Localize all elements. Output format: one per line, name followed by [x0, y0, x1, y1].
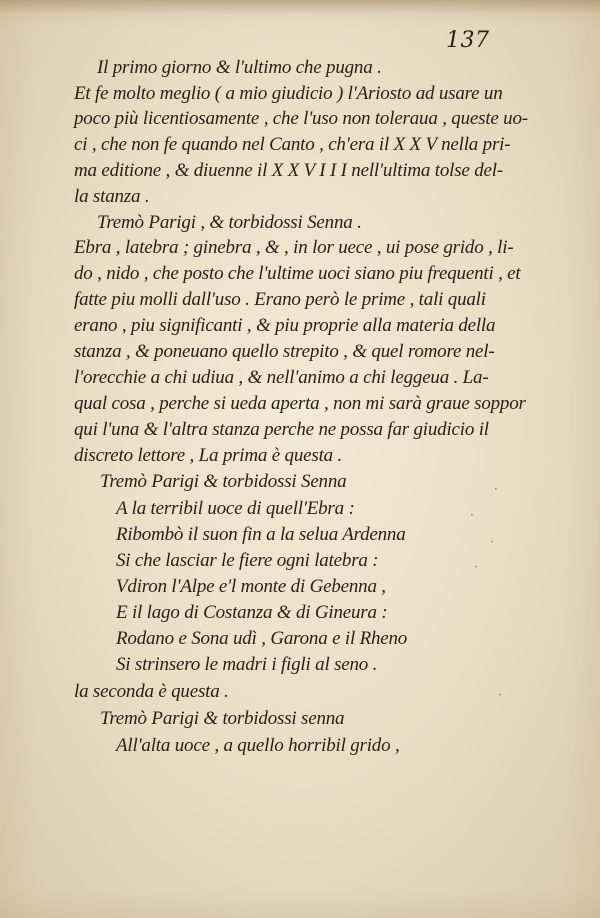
- margin-mark: ·: [494, 482, 498, 496]
- verse-line: All'alta uoce , a quello horribil grido ,: [116, 735, 400, 756]
- text-line: ci , che non fe quando nel Canto , ch'era il X X V nella pri-: [74, 134, 511, 155]
- text-line: Tremò Parigi , & torbidossi Senna .: [97, 212, 362, 233]
- verse-line: Ribombò il suon fin a la selua Ardenna: [116, 524, 406, 545]
- verse-line: Vdiron l'Alpe e'l monte di Gebenna ,: [116, 576, 386, 597]
- margin-mark: ·: [474, 560, 478, 574]
- text-line: l'orecchie a chi udiua , & nell'animo a chi leggeua . La-: [74, 367, 489, 388]
- margin-mark: ·: [470, 508, 474, 522]
- margin-mark: ·: [490, 535, 494, 549]
- text-line: poco più licentiosamente , che l'uso non toleraua , queste uo-: [74, 108, 528, 129]
- text-line: Il primo giorno & l'ultimo che pugna .: [97, 57, 382, 78]
- text-line: Et fe molto meglio ( a mio giudicio ) l'Ariosto ad usare un: [74, 83, 503, 104]
- verse-line: A la terribil uoce di quell'Ebra :: [116, 498, 355, 519]
- text-line: erano , piu significanti , & piu proprie alla materia della: [74, 315, 496, 336]
- text-line: qui l'una & l'altra stanza perche ne possa far giudicio il: [74, 419, 489, 440]
- margin-mark: ·: [498, 688, 502, 702]
- verse-line: Tremò Parigi & torbidossi senna: [100, 708, 345, 729]
- text-line: do , nido , che posto che l'ultime uoci siano piu frequenti , et: [74, 263, 521, 284]
- verse-line: Tremò Parigi & torbidossi Senna: [100, 471, 347, 492]
- verse-line: Si strinsero le madri i figli al seno .: [116, 654, 378, 675]
- verse-line: E il lago di Costanza & di Gineura :: [116, 602, 388, 623]
- page-top-edge: [0, 0, 600, 14]
- text-line: Ebra , latebra ; ginebra , & , in lor uece , ui pose grido , li-: [74, 237, 514, 258]
- text-line: qual cosa , perche si ueda aperta , non mi sarà graue soppor: [74, 393, 526, 414]
- text-line: discreto lettore , La prima è questa .: [74, 445, 343, 466]
- text-line: ma editione , & diuenne il X X V I I I nell'ultima tolse del-: [74, 160, 503, 181]
- verse-line: Rodano e Sona udì , Garona e il Rheno: [116, 628, 408, 649]
- text-line: fatte piu molli dall'uso . Erano però le prime , tali quali: [74, 289, 486, 310]
- verse-line: Si che lasciar le fiere ogni latebra :: [116, 550, 379, 571]
- text-line: la seconda è questa .: [74, 681, 229, 702]
- text-line: la stanza .: [74, 186, 150, 207]
- text-line: stanza , & poneuano quello strepito , & quel romore nel-: [74, 341, 495, 362]
- page-number: 137: [446, 28, 490, 53]
